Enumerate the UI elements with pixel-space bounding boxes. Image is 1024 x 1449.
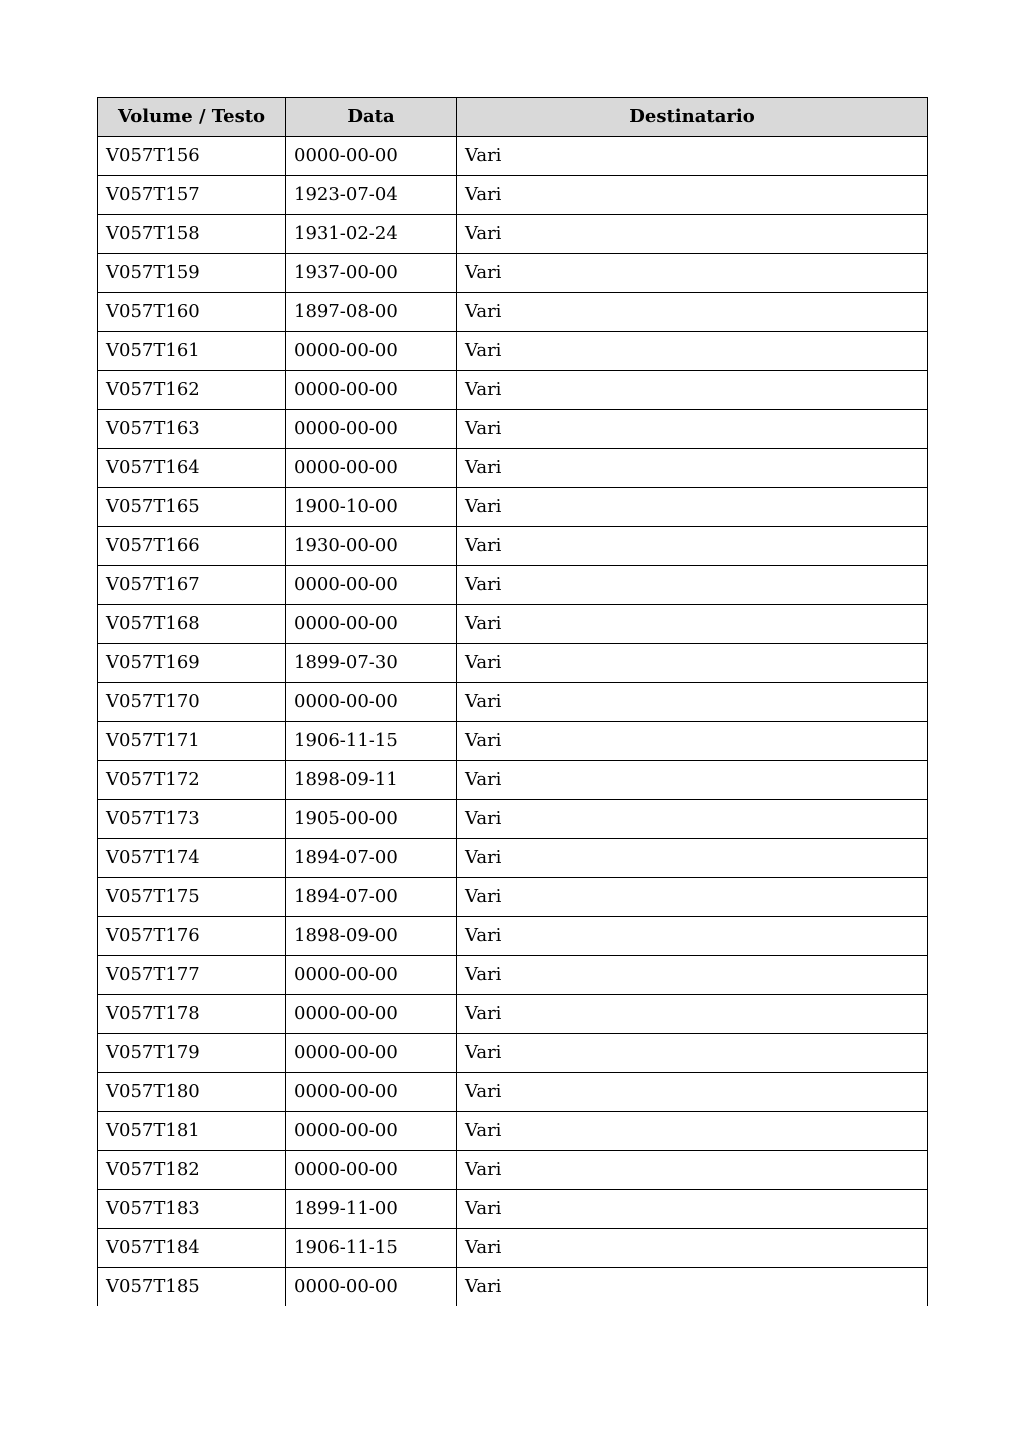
cell-date: 1930-00-00 [286,527,457,566]
cell-date: 1897-08-00 [286,293,457,332]
table-row [98,917,928,956]
cell-volume: V057T166 [98,527,286,566]
column-header-date: Data [286,98,457,137]
cell-volume: V057T172 [98,761,286,800]
cell-volume: V057T160 [98,293,286,332]
cell-recipient: Vari [457,839,928,878]
cell-volume: V057T161 [98,332,286,371]
cell-volume: V057T156 [98,137,286,176]
cell-date: 1931-02-24 [286,215,457,254]
cell-volume: V057T181 [98,1112,286,1151]
cell-recipient: Vari [457,1073,928,1112]
cell-recipient: Vari [457,995,928,1034]
cell-date: 1905-00-00 [286,800,457,839]
cell-date: 1906-11-15 [286,1229,457,1268]
table-row [98,800,928,839]
cell-recipient: Vari [457,956,928,995]
cell-recipient: Vari [457,1034,928,1073]
table-row [98,371,928,410]
cell-date: 0000-00-00 [286,332,457,371]
cell-volume: V057T183 [98,1190,286,1229]
table-body [98,137,928,1307]
cell-volume: V057T173 [98,800,286,839]
cell-date: 1894-07-00 [286,839,457,878]
cell-recipient: Vari [457,137,928,176]
cell-volume: V057T185 [98,1268,286,1307]
cell-volume: V057T180 [98,1073,286,1112]
cell-volume: V057T176 [98,917,286,956]
table-row [98,1073,928,1112]
cell-recipient: Vari [457,176,928,215]
cell-date: 0000-00-00 [286,137,457,176]
cell-volume: V057T171 [98,722,286,761]
cell-recipient: Vari [457,254,928,293]
cell-date: 1899-11-00 [286,1190,457,1229]
cell-date: 0000-00-00 [286,956,457,995]
cell-volume: V057T169 [98,644,286,683]
table-row [98,176,928,215]
cell-date: 0000-00-00 [286,449,457,488]
table-row [98,527,928,566]
cell-volume: V057T174 [98,839,286,878]
table-header-row [98,98,928,137]
table-row [98,878,928,917]
cell-volume: V057T167 [98,566,286,605]
table-row [98,683,928,722]
cell-date: 0000-00-00 [286,605,457,644]
cell-date: 0000-00-00 [286,1151,457,1190]
cell-volume: V057T162 [98,371,286,410]
table-row [98,1034,928,1073]
table-row [98,449,928,488]
table-row [98,1112,928,1151]
cell-date: 1894-07-00 [286,878,457,917]
cell-recipient: Vari [457,1190,928,1229]
table-header [98,98,928,137]
cell-recipient: Vari [457,800,928,839]
cell-date: 0000-00-00 [286,683,457,722]
cell-volume: V057T184 [98,1229,286,1268]
cell-volume: V057T157 [98,176,286,215]
cell-volume: V057T165 [98,488,286,527]
cell-date: 1923-07-04 [286,176,457,215]
cell-date: 0000-00-00 [286,1073,457,1112]
cell-recipient: Vari [457,761,928,800]
cell-date: 1937-00-00 [286,254,457,293]
column-header-volume: Volume / Testo [98,98,286,137]
cell-recipient: Vari [457,878,928,917]
cell-recipient: Vari [457,605,928,644]
cell-recipient: Vari [457,293,928,332]
cell-volume: V057T164 [98,449,286,488]
table-row [98,1190,928,1229]
cell-recipient: Vari [457,332,928,371]
cell-volume: V057T179 [98,1034,286,1073]
table-row [98,488,928,527]
letters-index-table [97,97,928,1306]
table-row [98,332,928,371]
cell-recipient: Vari [457,1268,928,1307]
table-row [98,722,928,761]
cell-volume: V057T159 [98,254,286,293]
cell-date: 1900-10-00 [286,488,457,527]
table-row [98,761,928,800]
table-row [98,839,928,878]
column-header-recipient: Destinatario [457,98,928,137]
cell-recipient: Vari [457,917,928,956]
cell-volume: V057T177 [98,956,286,995]
cell-date: 0000-00-00 [286,566,457,605]
cell-date: 0000-00-00 [286,410,457,449]
cell-volume: V057T163 [98,410,286,449]
cell-volume: V057T158 [98,215,286,254]
cell-recipient: Vari [457,449,928,488]
cell-date: 1899-07-30 [286,644,457,683]
table-row [98,293,928,332]
table-row [98,137,928,176]
table-row [98,215,928,254]
cell-date: 0000-00-00 [286,1034,457,1073]
cell-recipient: Vari [457,1229,928,1268]
cell-recipient: Vari [457,722,928,761]
cell-recipient: Vari [457,683,928,722]
cell-date: 1898-09-11 [286,761,457,800]
table-row [98,1151,928,1190]
cell-date: 0000-00-00 [286,1112,457,1151]
cell-date: 0000-00-00 [286,1268,457,1307]
table-row [98,995,928,1034]
cell-date: 0000-00-00 [286,995,457,1034]
table-row [98,566,928,605]
cell-recipient: Vari [457,566,928,605]
cell-recipient: Vari [457,1151,928,1190]
table-row [98,605,928,644]
cell-volume: V057T182 [98,1151,286,1190]
cell-recipient: Vari [457,644,928,683]
cell-date: 1906-11-15 [286,722,457,761]
cell-recipient: Vari [457,488,928,527]
cell-recipient: Vari [457,410,928,449]
cell-volume: V057T168 [98,605,286,644]
cell-recipient: Vari [457,371,928,410]
cell-recipient: Vari [457,215,928,254]
cell-volume: V057T175 [98,878,286,917]
table-row [98,956,928,995]
table-row [98,254,928,293]
cell-volume: V057T170 [98,683,286,722]
table-row [98,1229,928,1268]
table-row [98,410,928,449]
cell-date: 1898-09-00 [286,917,457,956]
cell-recipient: Vari [457,527,928,566]
table-row [98,644,928,683]
cell-volume: V057T178 [98,995,286,1034]
cell-recipient: Vari [457,1112,928,1151]
cell-date: 0000-00-00 [286,371,457,410]
table-row [98,1268,928,1307]
